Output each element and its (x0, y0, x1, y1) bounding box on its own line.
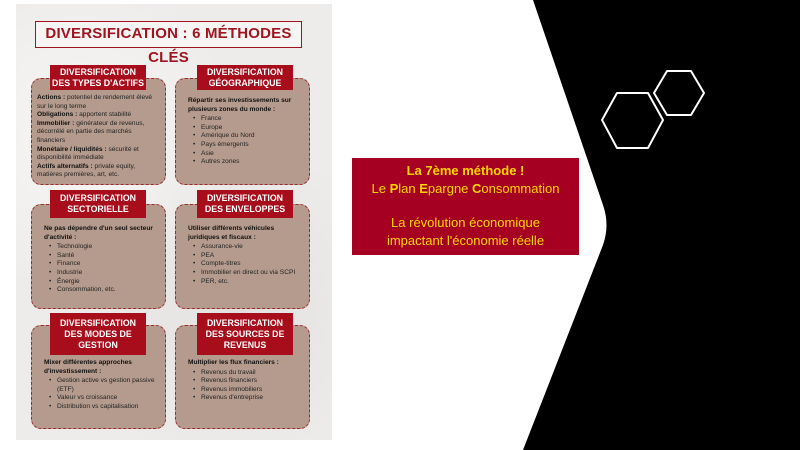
asset-type-item: Immobilier : générateur de revenus, décorrélé en partie des marchés financiers (37, 119, 145, 144)
card-lead: Mixer différentes approches d'investissement : (44, 359, 132, 375)
list-item: • Technologie (49, 243, 159, 252)
list-item: • Assurance-vie (193, 243, 303, 252)
asset-type-item: Actions : potentiel de rendement élevé sur le long terme (37, 94, 153, 110)
list-item: • Finance (49, 260, 159, 269)
callout-headline: La 7ème méthode ! (406, 163, 525, 178)
method-card-title: DIVERSIFICATION DES SOURCES DE REVENUS (197, 313, 293, 355)
callout-plan-name: Le Plan Epargne Consommation (371, 180, 560, 196)
method-card-title: DIVERSIFICATION SECTORIELLE (50, 190, 146, 218)
card-lead: Ne pas dépendre d'un seul secteur d'activité : (44, 225, 153, 241)
method-card-title: DIVERSIFICATION GÉOGRAPHIQUE (197, 65, 293, 90)
method-card-title: DIVERSIFICATION DES TYPES D'ACTIFS (50, 65, 146, 90)
list-item: • Industrie (49, 269, 159, 278)
list-item: • Compte-titres (193, 260, 303, 269)
list-item: • Distribution vs capitalisation (49, 403, 159, 412)
callout-box (352, 158, 579, 255)
list-item: • PEA (193, 252, 303, 261)
list-item: • Europe (193, 124, 303, 133)
method-card-title: DIVERSIFICATION DES MODES DE GESTION (50, 313, 146, 355)
list-item: • Énergie (49, 278, 159, 287)
list-item: • Valeur vs croissance (49, 394, 159, 403)
list-item: • Revenus d'entreprise (193, 394, 303, 403)
method-card-title: DIVERSIFICATION DES ENVELOPPES (197, 190, 293, 218)
list-item: • Revenus immobiliers (193, 386, 303, 395)
list-item: • Revenus financiers (193, 377, 303, 386)
method-card (31, 204, 166, 309)
asset-type-item: Obligations : apportent stabilité (37, 111, 132, 119)
list-item: • Autres zones (193, 158, 303, 167)
list-item: • Amérique du Nord (193, 132, 303, 141)
callout-line-3: La révolution économique (391, 215, 540, 230)
card-lead: Répartir ses investissements sur plusieurs zones du monde : (188, 97, 292, 113)
list-item: • PER, etc. (193, 278, 303, 287)
method-card (175, 78, 310, 185)
card-lead: Utiliser différents véhicules juridiques et fiscaux : (188, 225, 275, 241)
poster-title: DIVERSIFICATION : 6 MÉTHODES CLÉS (35, 21, 302, 48)
list-item: • Asie (193, 150, 303, 159)
list-item: • Pays émergents (193, 141, 303, 150)
list-item: • Santé (49, 252, 159, 261)
list-item: • Revenus du travail (193, 369, 303, 378)
card-lead: Multiplier les flux financiers : (188, 359, 279, 366)
list-item: • Immobilier en direct ou via SCPI (193, 269, 303, 278)
callout-line-4: impactant l'économie réelle (386, 232, 545, 248)
list-item: • Consommation, etc. (49, 286, 159, 295)
list-item: • France (193, 115, 303, 124)
method-card (175, 204, 310, 309)
list-item: • Gestion active vs gestion passive (ETF) (49, 377, 159, 394)
method-card (31, 78, 166, 185)
asset-type-item: Actifs alternatifs : private equity, matières premières, art, etc. (37, 162, 136, 179)
asset-type-item: Monétaire / liquidités : sécurité et disponibilité immédiate (37, 145, 139, 162)
